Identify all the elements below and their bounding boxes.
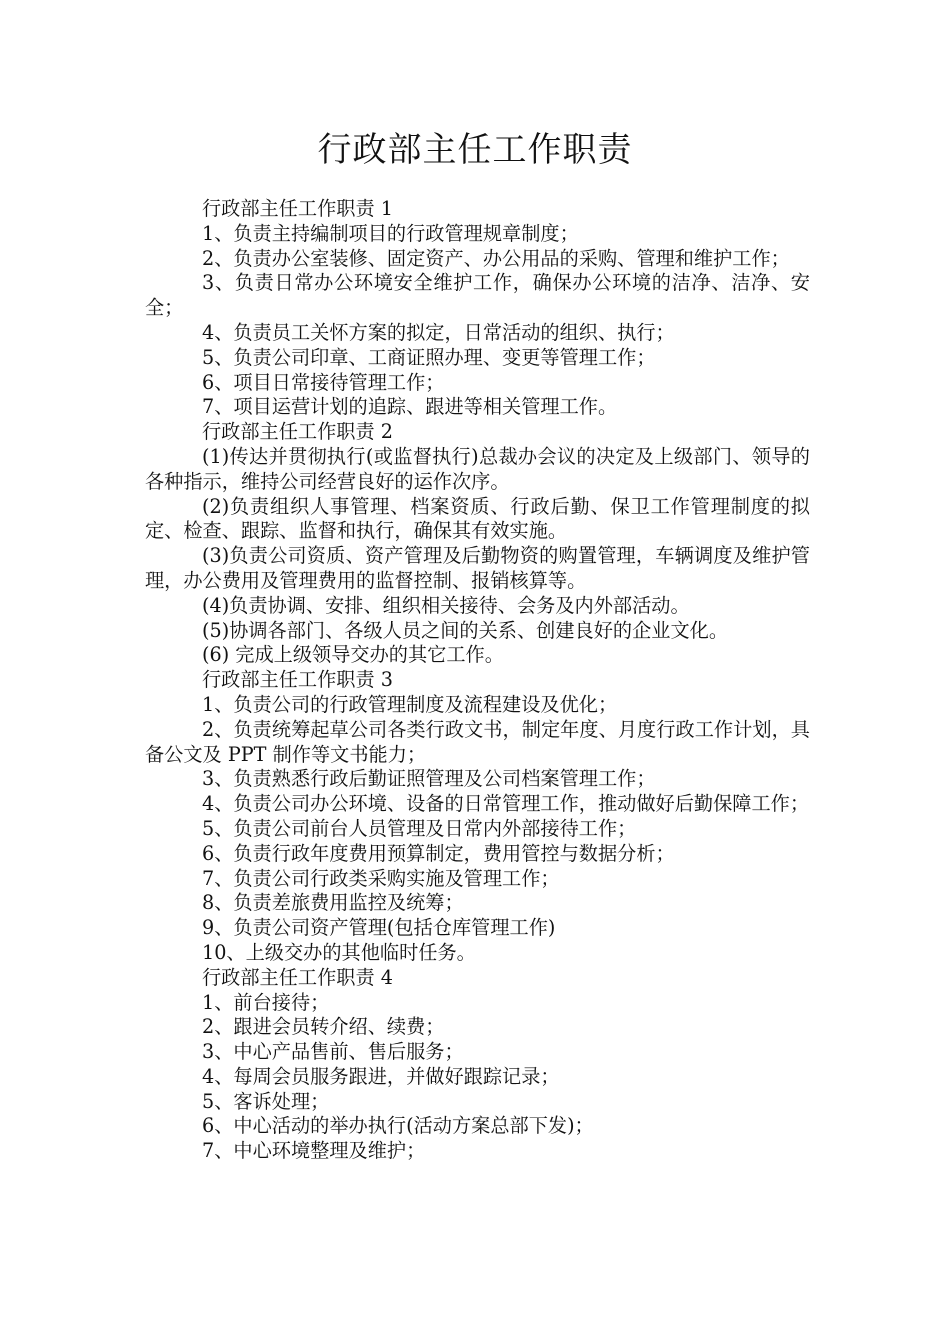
paragraph: (2)负责组织人事管理、档案资质、行政后勤、保卫工作管理制度的拟定、检查、跟踪、监督和执行，确保其有效实施。 [145,494,810,543]
paragraph: 3、负责熟悉行政后勤证照管理及公司档案管理工作； [202,767,656,791]
paragraph: 6、中心活动的举办执行(活动方案总部下发)； [202,1114,594,1138]
paragraph: 7、中心环境整理及维护； [202,1139,426,1163]
section-heading-3: 行政部主任工作职责 3 [202,668,393,692]
paragraph: 1、负责公司的行政管理制度及流程建设及优化； [202,692,618,716]
paragraph: 7、负责公司行政类采购实施及管理工作； [202,866,560,890]
paragraph: (6) 完成上级领导交办的其它工作。 [202,643,504,667]
section-heading-2: 行政部主任工作职责 2 [202,420,393,444]
paragraph: (5)协调各部门、各级人员之间的关系、创建良好的企业文化。 [202,618,729,642]
paragraph: 4、每周会员服务跟进，并做好跟踪记录； [202,1064,560,1088]
paragraph: (1)传达并贯彻执行(或监督执行)总裁办会议的决定及上级部门、领导的各种指示，维持公司经营良好的运作次序。 [145,444,810,493]
paragraph: 5、负责公司前台人员管理及日常内外部接待工作； [202,816,637,840]
paragraph: 6、负责行政年度费用预算制定，费用管控与数据分析； [202,841,675,865]
paragraph: 9、负责公司资产管理(包括仓库管理工作) [202,916,556,940]
paragraph: 3、中心产品售前、售后服务； [202,1040,464,1064]
paragraph: 6、项目日常接待管理工作； [202,370,445,394]
paragraph: 2、跟进会员转介绍、续费； [202,1015,445,1039]
document-body [145,197,810,1164]
paragraph: 8、负责差旅费用监控及统筹； [202,891,464,915]
paragraph: 4、负责员工关怀方案的拟定，日常活动的组织、执行； [202,320,675,344]
paragraph: 10、上级交办的其他临时任务。 [202,940,476,964]
paragraph: 2、负责统筹起草公司各类行政文书，制定年度、月度行政工作计划，具备公文及 PPT 制作等文书能力； [145,717,810,766]
paragraph: 3、负责日常办公环境安全维护工作，确保办公环境的洁净、洁净、安全； [145,271,810,320]
document-title: 行政部主任工作职责 [317,130,633,170]
paragraph: (4)负责协调、安排、组织相关接待、会务及内外部活动。 [202,593,690,617]
paragraph: 2、负责办公室装修、固定资产、办公用品的采购、管理和维护工作； [202,246,790,270]
paragraph: 4、负责公司办公环境、设备的日常管理工作，推动做好后勤保障工作； [202,792,810,816]
paragraph: 1、前台接待； [202,990,330,1014]
paragraph: 1、负责主持编制项目的行政管理规章制度； [202,221,579,245]
section-heading-1: 行政部主任工作职责 1 [202,197,393,220]
paragraph: 7、项目运营计划的追踪、跟进等相关管理工作。 [202,395,618,419]
paragraph: 5、客诉处理； [202,1089,330,1113]
section-heading-4: 行政部主任工作职责 4 [202,965,393,989]
paragraph: 5、负责公司印章、工商证照办理、变更等管理工作； [202,345,656,369]
paragraph: (3)负责公司资质、资产管理及后勤物资的购置管理，车辆调度及维护管理，办公费用及管理费用的监督控制、报销核算等。 [145,544,810,592]
